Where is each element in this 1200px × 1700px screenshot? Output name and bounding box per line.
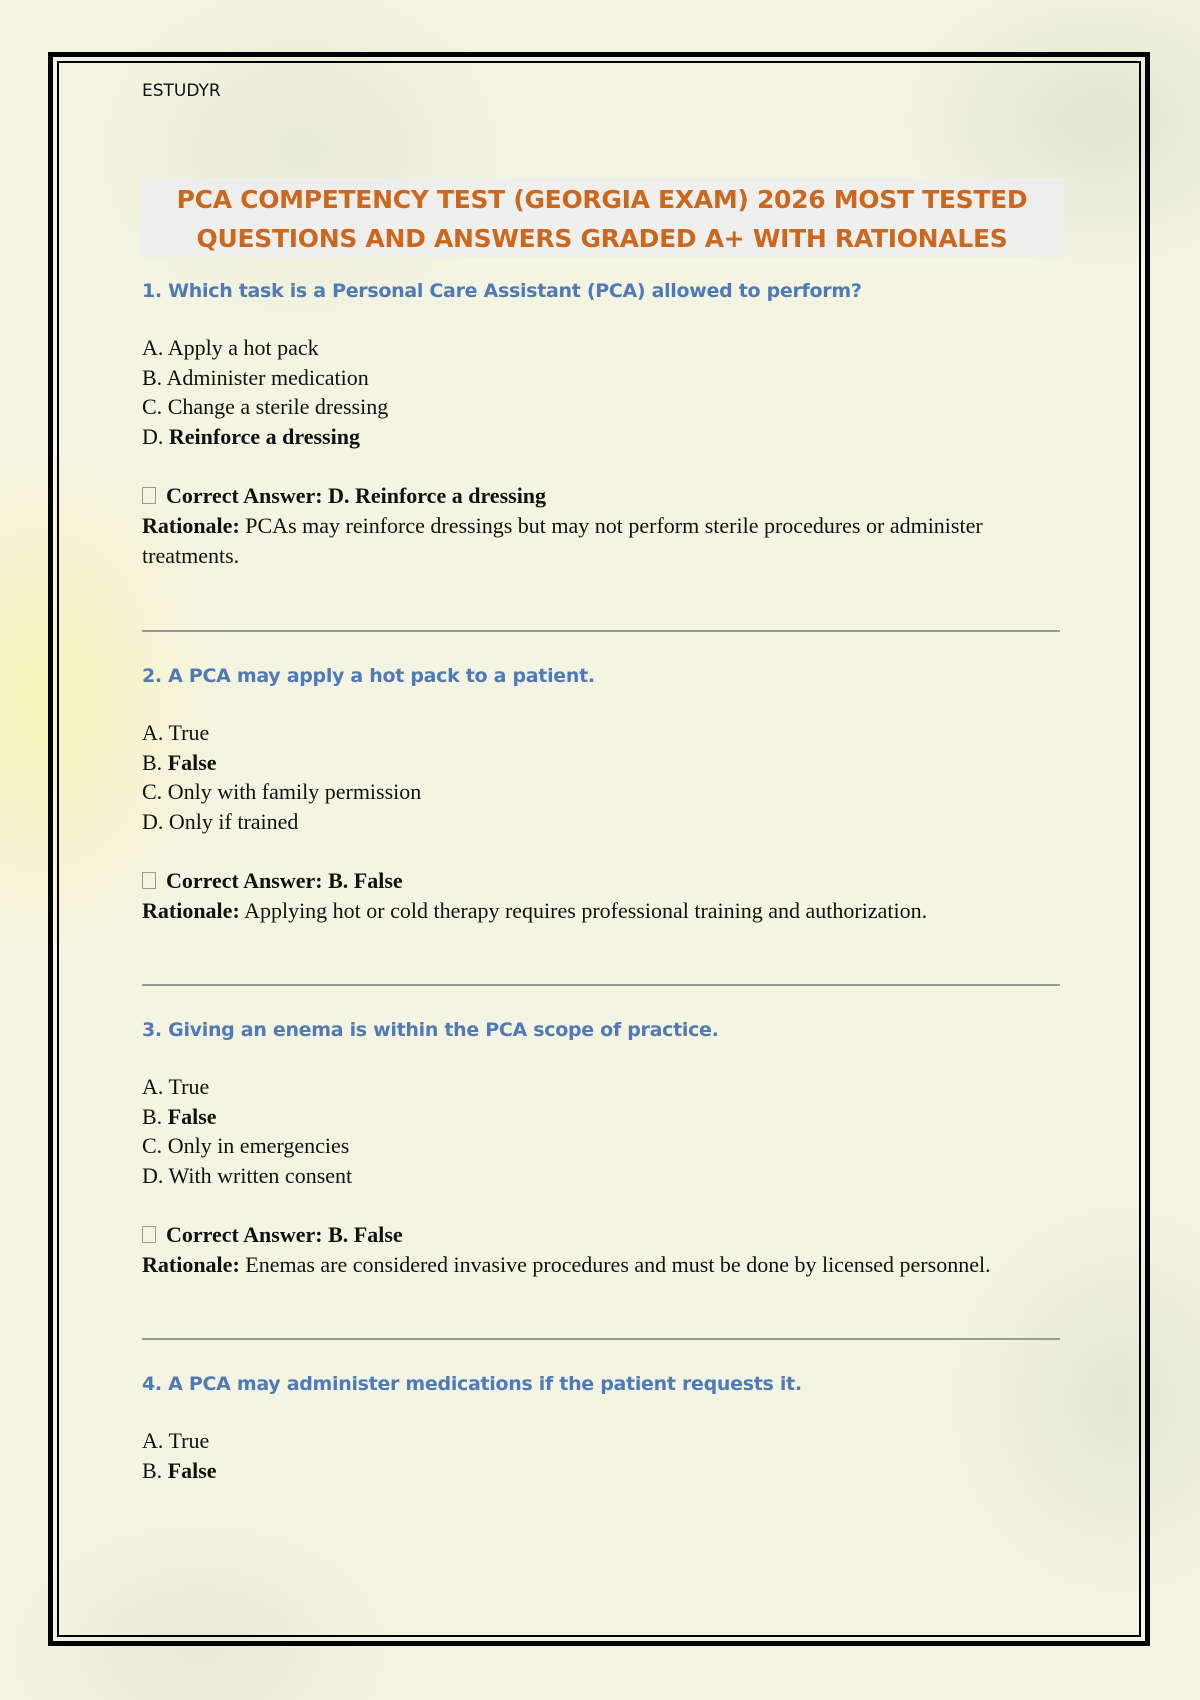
question-4 bbox=[142, 1373, 1060, 1485]
checkbox-icon bbox=[142, 1226, 156, 1243]
option-c: C. Only in emergencies bbox=[142, 1133, 350, 1158]
option-b: B. Administer medication bbox=[142, 364, 369, 390]
question-prompt: 2. A PCA may apply a hot pack to a patient. bbox=[142, 665, 595, 687]
option-a: A. True bbox=[142, 1074, 210, 1099]
brand-label: ESTUDYR bbox=[142, 81, 221, 101]
title-line-1: PCA COMPETENCY TEST (GEORGIA EXAM) 2026 MOST TESTED bbox=[176, 185, 1028, 214]
question-2 bbox=[142, 665, 1060, 926]
question-prompt: 1. Which task is a Personal Care Assistant (PCA) allowed to perform? bbox=[142, 280, 862, 302]
question-prompt: 4. A PCA may administer medications if the patient requests it. bbox=[142, 1373, 802, 1395]
option-c: C. Only with family permission bbox=[142, 779, 422, 804]
question-3 bbox=[142, 1019, 1060, 1280]
divider bbox=[142, 1338, 1060, 1340]
document-title bbox=[140, 178, 1064, 258]
rationale: Rationale: Applying hot or cold therapy requires professional training and authorization. bbox=[142, 898, 928, 923]
question-1 bbox=[142, 280, 1060, 571]
rationale: Rationale: Enemas are considered invasive procedures and must be done by licensed personnel. bbox=[142, 1252, 991, 1277]
options-list bbox=[142, 718, 1060, 836]
option-d: D. With written consent bbox=[142, 1162, 353, 1188]
option-b: B. False bbox=[142, 1457, 217, 1483]
checkbox-icon bbox=[142, 872, 156, 889]
options-list bbox=[142, 333, 1060, 451]
correct-answer: Correct Answer: B. False bbox=[142, 866, 1060, 896]
option-b: B. False bbox=[142, 749, 217, 775]
option-b: B. False bbox=[142, 1103, 217, 1129]
correct-answer: Correct Answer: B. False bbox=[142, 1220, 1060, 1250]
option-d: D. Reinforce a dressing bbox=[142, 423, 360, 449]
option-a: A. Apply a hot pack bbox=[142, 335, 319, 360]
options-list bbox=[142, 1072, 1060, 1190]
question-prompt: 3. Giving an enema is within the PCA scope of practice. bbox=[142, 1019, 719, 1041]
option-a: A. True bbox=[142, 1428, 210, 1453]
option-a: A. True bbox=[142, 720, 210, 745]
divider bbox=[142, 630, 1060, 632]
correct-answer: Correct Answer: D. Reinforce a dressing bbox=[142, 481, 1060, 511]
checkbox-icon bbox=[142, 487, 156, 504]
rationale: Rationale: PCAs may reinforce dressings but may not perform sterile procedures or administer treatments. bbox=[142, 513, 983, 568]
option-c: C. Change a sterile dressing bbox=[142, 394, 389, 419]
title-line-2: QUESTIONS AND ANSWERS GRADED A+ WITH RATIONALES bbox=[196, 224, 1008, 253]
option-d: D. Only if trained bbox=[142, 808, 299, 834]
divider bbox=[142, 984, 1060, 986]
options-list bbox=[142, 1426, 1060, 1485]
